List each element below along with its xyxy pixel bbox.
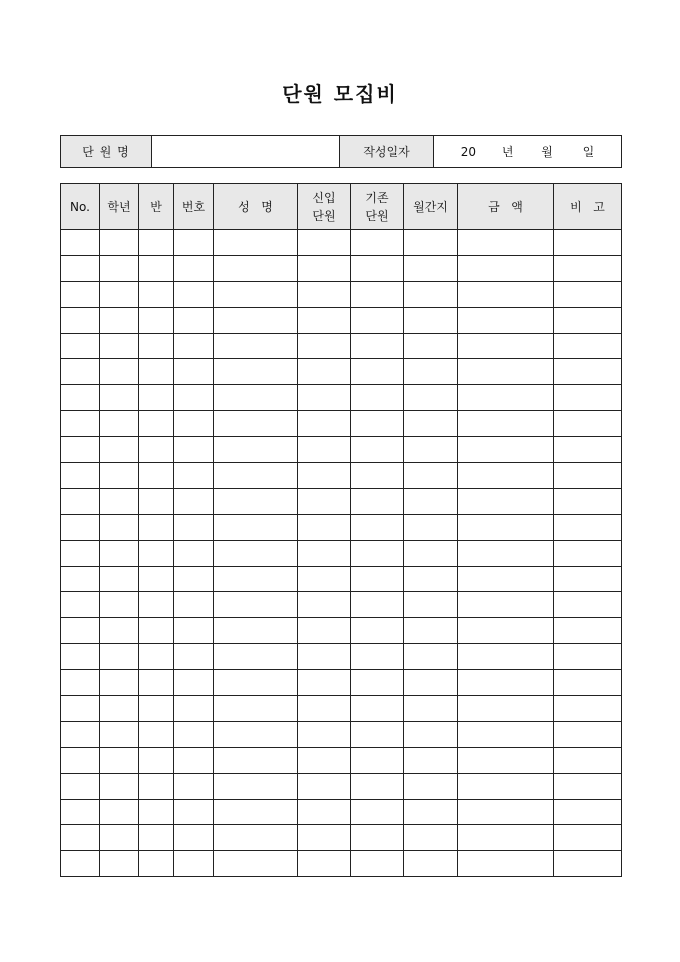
cell-no[interactable] (61, 333, 100, 359)
cell-class[interactable] (139, 281, 174, 307)
cell-class[interactable] (139, 566, 174, 592)
cell-existing-member[interactable] (351, 359, 404, 385)
cell-grade[interactable] (100, 799, 139, 825)
table-row (61, 566, 622, 592)
table-row (61, 333, 622, 359)
cell-name[interactable] (214, 670, 298, 696)
cell-new-member[interactable] (298, 747, 351, 773)
cell-magazine[interactable] (404, 540, 458, 566)
cell-existing-member[interactable] (351, 437, 404, 463)
cell-number[interactable] (174, 851, 214, 877)
cell-number[interactable] (174, 592, 214, 618)
cell-existing-member[interactable] (351, 488, 404, 514)
cell-amount[interactable] (458, 644, 554, 670)
cell-number[interactable] (174, 540, 214, 566)
date-year-label: 년 (501, 145, 514, 159)
cell-no[interactable] (61, 385, 100, 411)
cell-grade[interactable] (100, 463, 139, 489)
cell-amount[interactable] (458, 385, 554, 411)
cell-number[interactable] (174, 281, 214, 307)
cell-number[interactable] (174, 670, 214, 696)
cell-new-member[interactable] (298, 230, 351, 256)
cell-number[interactable] (174, 773, 214, 799)
cell-no[interactable] (61, 851, 100, 877)
cell-no[interactable] (61, 411, 100, 437)
cell-remarks[interactable] (554, 721, 622, 747)
cell-number[interactable] (174, 566, 214, 592)
cell-magazine[interactable] (404, 411, 458, 437)
table-row (61, 825, 622, 851)
cell-number[interactable] (174, 488, 214, 514)
cell-new-member[interactable] (298, 307, 351, 333)
cell-remarks[interactable] (554, 644, 622, 670)
cell-new-member[interactable] (298, 592, 351, 618)
cell-grade[interactable] (100, 514, 139, 540)
cell-class[interactable] (139, 385, 174, 411)
date-year-prefix: 20 (460, 145, 476, 159)
cell-name[interactable] (214, 799, 298, 825)
cell-new-member[interactable] (298, 463, 351, 489)
cell-new-member[interactable] (298, 359, 351, 385)
cell-new-member[interactable] (298, 281, 351, 307)
header-grade: 학년 (100, 184, 139, 230)
cell-amount[interactable] (458, 540, 554, 566)
cell-number[interactable] (174, 359, 214, 385)
cell-grade[interactable] (100, 696, 139, 722)
cell-class[interactable] (139, 592, 174, 618)
cell-name[interactable] (214, 307, 298, 333)
cell-existing-member[interactable] (351, 411, 404, 437)
recruitment-table (60, 183, 622, 877)
cell-name[interactable] (214, 773, 298, 799)
cell-grade[interactable] (100, 670, 139, 696)
cell-number[interactable] (174, 825, 214, 851)
cell-no[interactable] (61, 437, 100, 463)
cell-remarks[interactable] (554, 851, 622, 877)
cell-new-member[interactable] (298, 540, 351, 566)
cell-existing-member[interactable] (351, 696, 404, 722)
cell-name[interactable] (214, 566, 298, 592)
cell-existing-member[interactable] (351, 799, 404, 825)
cell-class[interactable] (139, 437, 174, 463)
cell-class[interactable] (139, 333, 174, 359)
cell-grade[interactable] (100, 566, 139, 592)
cell-magazine[interactable] (404, 514, 458, 540)
cell-remarks[interactable] (554, 307, 622, 333)
cell-magazine[interactable] (404, 385, 458, 411)
cell-amount[interactable] (458, 230, 554, 256)
cell-existing-member[interactable] (351, 281, 404, 307)
header-row (61, 184, 622, 230)
cell-number[interactable] (174, 463, 214, 489)
cell-amount[interactable] (458, 851, 554, 877)
cell-name[interactable] (214, 359, 298, 385)
cell-name[interactable] (214, 721, 298, 747)
cell-remarks[interactable] (554, 385, 622, 411)
cell-remarks[interactable] (554, 514, 622, 540)
date-label: 작성일자 (340, 136, 434, 168)
cell-magazine[interactable] (404, 644, 458, 670)
cell-amount[interactable] (458, 514, 554, 540)
cell-amount[interactable] (458, 411, 554, 437)
cell-existing-member[interactable] (351, 230, 404, 256)
table-row (61, 696, 622, 722)
cell-number[interactable] (174, 514, 214, 540)
cell-amount[interactable] (458, 463, 554, 489)
cell-new-member[interactable] (298, 514, 351, 540)
cell-remarks[interactable] (554, 773, 622, 799)
cell-remarks[interactable] (554, 463, 622, 489)
cell-no[interactable] (61, 747, 100, 773)
cell-name[interactable] (214, 644, 298, 670)
cell-existing-member[interactable] (351, 721, 404, 747)
cell-new-member[interactable] (298, 255, 351, 281)
cell-new-member[interactable] (298, 721, 351, 747)
cell-class[interactable] (139, 618, 174, 644)
cell-name[interactable] (214, 411, 298, 437)
cell-new-member[interactable] (298, 825, 351, 851)
cell-remarks[interactable] (554, 592, 622, 618)
cell-existing-member[interactable] (351, 566, 404, 592)
cell-existing-member[interactable] (351, 540, 404, 566)
cell-name[interactable] (214, 618, 298, 644)
cell-number[interactable] (174, 696, 214, 722)
cell-remarks[interactable] (554, 230, 622, 256)
cell-remarks[interactable] (554, 747, 622, 773)
cell-class[interactable] (139, 230, 174, 256)
cell-no[interactable] (61, 307, 100, 333)
cell-existing-member[interactable] (351, 333, 404, 359)
header-class: 반 (139, 184, 174, 230)
table-row (61, 670, 622, 696)
cell-remarks[interactable] (554, 825, 622, 851)
cell-name[interactable] (214, 255, 298, 281)
cell-grade[interactable] (100, 488, 139, 514)
cell-amount[interactable] (458, 670, 554, 696)
cell-no[interactable] (61, 514, 100, 540)
cell-magazine[interactable] (404, 696, 458, 722)
cell-amount[interactable] (458, 618, 554, 644)
cell-no[interactable] (61, 540, 100, 566)
cell-class[interactable] (139, 488, 174, 514)
cell-magazine[interactable] (404, 359, 458, 385)
cell-no[interactable] (61, 359, 100, 385)
cell-class[interactable] (139, 307, 174, 333)
cell-no[interactable] (61, 825, 100, 851)
cell-remarks[interactable] (554, 670, 622, 696)
table-row (61, 230, 622, 256)
cell-grade[interactable] (100, 721, 139, 747)
cell-no[interactable] (61, 721, 100, 747)
cell-new-member[interactable] (298, 670, 351, 696)
cell-remarks[interactable] (554, 566, 622, 592)
cell-name[interactable] (214, 696, 298, 722)
cell-new-member[interactable] (298, 644, 351, 670)
table-row (61, 307, 622, 333)
cell-existing-member[interactable] (351, 514, 404, 540)
table-row (61, 463, 622, 489)
cell-grade[interactable] (100, 255, 139, 281)
cell-number[interactable] (174, 230, 214, 256)
table-row (61, 592, 622, 618)
cell-no[interactable] (61, 463, 100, 489)
cell-new-member[interactable] (298, 799, 351, 825)
cell-grade[interactable] (100, 385, 139, 411)
cell-number[interactable] (174, 333, 214, 359)
cell-class[interactable] (139, 851, 174, 877)
cell-existing-member[interactable] (351, 747, 404, 773)
cell-no[interactable] (61, 799, 100, 825)
cell-remarks[interactable] (554, 437, 622, 463)
cell-name[interactable] (214, 825, 298, 851)
cell-new-member[interactable] (298, 333, 351, 359)
cell-grade[interactable] (100, 281, 139, 307)
table-row (61, 488, 622, 514)
cell-amount[interactable] (458, 281, 554, 307)
cell-new-member[interactable] (298, 696, 351, 722)
cell-grade[interactable] (100, 540, 139, 566)
cell-name[interactable] (214, 747, 298, 773)
table-row (61, 799, 622, 825)
cell-no[interactable] (61, 670, 100, 696)
cell-name[interactable] (214, 851, 298, 877)
cell-magazine[interactable] (404, 488, 458, 514)
cell-no[interactable] (61, 230, 100, 256)
cell-existing-member[interactable] (351, 307, 404, 333)
cell-new-member[interactable] (298, 488, 351, 514)
cell-class[interactable] (139, 540, 174, 566)
cell-number[interactable] (174, 437, 214, 463)
cell-new-member[interactable] (298, 618, 351, 644)
cell-no[interactable] (61, 592, 100, 618)
cell-new-member[interactable] (298, 411, 351, 437)
cell-grade[interactable] (100, 851, 139, 877)
cell-class[interactable] (139, 514, 174, 540)
header-amount: 금 액 (458, 184, 554, 230)
cell-no[interactable] (61, 281, 100, 307)
header-new-member: 신입 단원 (298, 184, 351, 230)
cell-remarks[interactable] (554, 799, 622, 825)
cell-amount[interactable] (458, 799, 554, 825)
date-month-label: 월 (541, 145, 553, 159)
cell-amount[interactable] (458, 437, 554, 463)
cell-class[interactable] (139, 773, 174, 799)
table-row (61, 437, 622, 463)
cell-number[interactable] (174, 411, 214, 437)
cell-class[interactable] (139, 411, 174, 437)
cell-grade[interactable] (100, 411, 139, 437)
table-row (61, 540, 622, 566)
cell-class[interactable] (139, 747, 174, 773)
cell-magazine[interactable] (404, 747, 458, 773)
table-row (61, 721, 622, 747)
cell-grade[interactable] (100, 773, 139, 799)
cell-magazine[interactable] (404, 437, 458, 463)
cell-no[interactable] (61, 773, 100, 799)
cell-existing-member[interactable] (351, 644, 404, 670)
cell-name[interactable] (214, 463, 298, 489)
cell-grade[interactable] (100, 618, 139, 644)
cell-magazine[interactable] (404, 230, 458, 256)
cell-class[interactable] (139, 825, 174, 851)
table-row (61, 851, 622, 877)
cell-no[interactable] (61, 566, 100, 592)
cell-new-member[interactable] (298, 566, 351, 592)
cell-remarks[interactable] (554, 618, 622, 644)
cell-grade[interactable] (100, 333, 139, 359)
unit-name-label: 단 원 명 (61, 136, 152, 168)
cell-grade[interactable] (100, 307, 139, 333)
cell-number[interactable] (174, 747, 214, 773)
cell-existing-member[interactable] (351, 618, 404, 644)
table-row (61, 385, 622, 411)
cell-name[interactable] (214, 385, 298, 411)
cell-name[interactable] (214, 230, 298, 256)
cell-new-member[interactable] (298, 385, 351, 411)
cell-number[interactable] (174, 307, 214, 333)
cell-grade[interactable] (100, 825, 139, 851)
cell-grade[interactable] (100, 359, 139, 385)
table-row (61, 514, 622, 540)
cell-amount[interactable] (458, 488, 554, 514)
cell-magazine[interactable] (404, 333, 458, 359)
cell-amount[interactable] (458, 359, 554, 385)
cell-remarks[interactable] (554, 255, 622, 281)
table-row (61, 411, 622, 437)
cell-existing-member[interactable] (351, 463, 404, 489)
cell-existing-member[interactable] (351, 385, 404, 411)
cell-existing-member[interactable] (351, 592, 404, 618)
cell-name[interactable] (214, 333, 298, 359)
table-row (61, 618, 622, 644)
table-row (61, 255, 622, 281)
cell-class[interactable] (139, 359, 174, 385)
cell-magazine[interactable] (404, 773, 458, 799)
cell-class[interactable] (139, 463, 174, 489)
cell-existing-member[interactable] (351, 670, 404, 696)
cell-name[interactable] (214, 437, 298, 463)
cell-number[interactable] (174, 721, 214, 747)
cell-amount[interactable] (458, 592, 554, 618)
cell-existing-member[interactable] (351, 851, 404, 877)
cell-amount[interactable] (458, 696, 554, 722)
cell-amount[interactable] (458, 255, 554, 281)
cell-existing-member[interactable] (351, 773, 404, 799)
cell-number[interactable] (174, 799, 214, 825)
cell-name[interactable] (214, 540, 298, 566)
table-row (61, 281, 622, 307)
cell-magazine[interactable] (404, 566, 458, 592)
cell-amount[interactable] (458, 747, 554, 773)
cell-existing-member[interactable] (351, 255, 404, 281)
cell-new-member[interactable] (298, 851, 351, 877)
cell-magazine[interactable] (404, 255, 458, 281)
cell-magazine[interactable] (404, 825, 458, 851)
cell-class[interactable] (139, 255, 174, 281)
cell-remarks[interactable] (554, 333, 622, 359)
cell-remarks[interactable] (554, 411, 622, 437)
cell-grade[interactable] (100, 437, 139, 463)
cell-remarks[interactable] (554, 359, 622, 385)
cell-number[interactable] (174, 255, 214, 281)
header-remarks: 비 고 (554, 184, 622, 230)
cell-no[interactable] (61, 618, 100, 644)
cell-number[interactable] (174, 644, 214, 670)
cell-class[interactable] (139, 670, 174, 696)
cell-amount[interactable] (458, 333, 554, 359)
date-field[interactable] (434, 136, 622, 168)
unit-name-field[interactable] (152, 136, 340, 168)
header-no: No. (61, 184, 100, 230)
cell-remarks[interactable] (554, 281, 622, 307)
cell-no[interactable] (61, 644, 100, 670)
cell-amount[interactable] (458, 307, 554, 333)
cell-magazine[interactable] (404, 721, 458, 747)
cell-remarks[interactable] (554, 488, 622, 514)
header-number: 번호 (174, 184, 214, 230)
cell-name[interactable] (214, 592, 298, 618)
cell-magazine[interactable] (404, 592, 458, 618)
cell-no[interactable] (61, 255, 100, 281)
cell-number[interactable] (174, 385, 214, 411)
cell-grade[interactable] (100, 747, 139, 773)
cell-grade[interactable] (100, 592, 139, 618)
cell-remarks[interactable] (554, 696, 622, 722)
cell-grade[interactable] (100, 644, 139, 670)
cell-magazine[interactable] (404, 618, 458, 644)
page-title: 단원 모집비 (282, 82, 398, 106)
cell-magazine[interactable] (404, 281, 458, 307)
table-row (61, 359, 622, 385)
cell-existing-member[interactable] (351, 825, 404, 851)
cell-class[interactable] (139, 721, 174, 747)
cell-name[interactable] (214, 281, 298, 307)
cell-magazine[interactable] (404, 463, 458, 489)
header-name: 성 명 (214, 184, 298, 230)
cell-name[interactable] (214, 488, 298, 514)
cell-magazine[interactable] (404, 851, 458, 877)
cell-no[interactable] (61, 488, 100, 514)
cell-amount[interactable] (458, 721, 554, 747)
cell-grade[interactable] (100, 230, 139, 256)
cell-number[interactable] (174, 618, 214, 644)
table-row (61, 773, 622, 799)
table-row (61, 747, 622, 773)
info-table (60, 135, 622, 168)
cell-magazine[interactable] (404, 307, 458, 333)
table-row (61, 644, 622, 670)
cell-new-member[interactable] (298, 437, 351, 463)
header-magazine: 월간지 (404, 184, 458, 230)
cell-amount[interactable] (458, 566, 554, 592)
cell-magazine[interactable] (404, 670, 458, 696)
cell-new-member[interactable] (298, 773, 351, 799)
cell-class[interactable] (139, 799, 174, 825)
cell-class[interactable] (139, 696, 174, 722)
cell-name[interactable] (214, 514, 298, 540)
date-day-label: 일 (582, 145, 595, 159)
cell-class[interactable] (139, 644, 174, 670)
cell-amount[interactable] (458, 773, 554, 799)
cell-remarks[interactable] (554, 540, 622, 566)
cell-no[interactable] (61, 696, 100, 722)
cell-amount[interactable] (458, 825, 554, 851)
header-existing-member: 기존 단원 (351, 184, 404, 230)
cell-magazine[interactable] (404, 799, 458, 825)
